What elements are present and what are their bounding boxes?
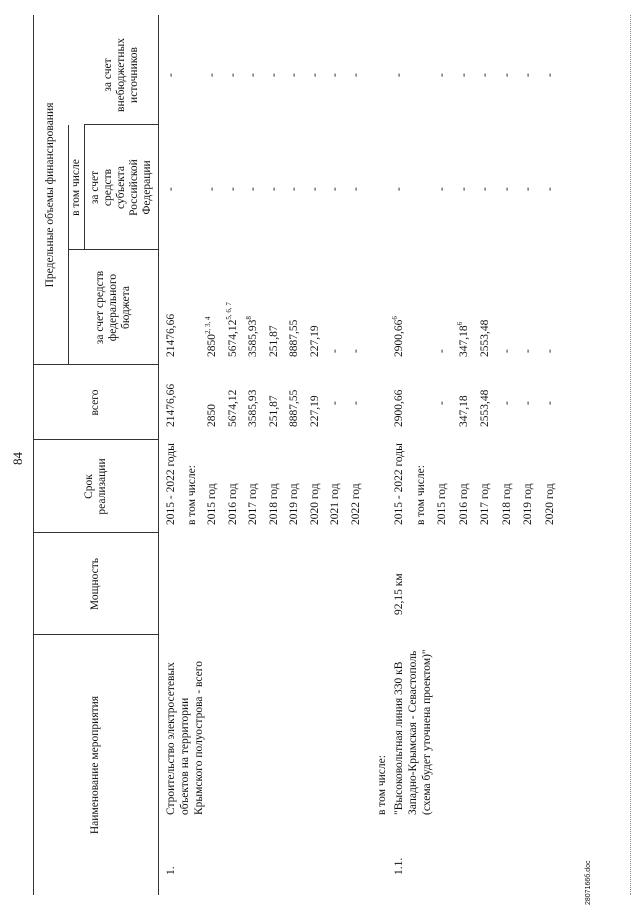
row11-regional: -: [436, 187, 448, 191]
row1-federal: -: [349, 349, 362, 353]
row11-federal: [457, 322, 471, 357]
row1-federal: 21476,66: [165, 313, 177, 357]
row11-extra: -: [457, 73, 470, 77]
row1-extra: -: [165, 73, 177, 77]
row1-federal: [246, 316, 260, 357]
row1-federal: 8887,55: [288, 319, 300, 357]
row1-federal: 227,19: [308, 325, 321, 357]
row1-total: -: [329, 401, 341, 405]
row11-total: 2900,66: [393, 389, 405, 427]
row1-federal-footnote: 5, 6, 7: [224, 302, 233, 320]
row1-extra: -: [226, 73, 239, 77]
row1-extra: -: [288, 73, 300, 77]
row11-federal-value: 347,18: [457, 325, 470, 357]
row11-federal: 2553,48: [479, 319, 491, 357]
row1-period: в том числе:: [185, 465, 198, 525]
row1-federal-footnote: 2, 3, 4: [204, 316, 212, 334]
row1-period: 2016 год: [226, 483, 239, 525]
header-financing: Предельные объемы финансирования: [44, 102, 56, 288]
row11-federal: -: [500, 349, 513, 353]
row1-federal-value: 3585,93: [247, 319, 259, 357]
header-name: Наименование мероприятия: [89, 695, 101, 835]
row11-regional: -: [500, 187, 513, 191]
row11-federal: [392, 316, 406, 357]
row11-extra: -: [522, 73, 534, 77]
row1-name-line-2: объектов на территории: [179, 697, 191, 815]
row1-total: 21476,66: [165, 383, 177, 427]
row11-extra: -: [543, 73, 556, 77]
header-federal: за счет средств федерального бюджета: [93, 270, 132, 345]
row11-regional: -: [457, 187, 470, 191]
row11-period: 2017 год: [479, 483, 491, 525]
row11-number: 1.1.: [393, 857, 405, 875]
row1-extra: -: [267, 73, 280, 77]
row1-total: 3585,93: [247, 389, 259, 427]
row11-federal: -: [436, 349, 448, 353]
row11-federal: -: [522, 349, 534, 353]
row1-period: 2017 год: [247, 483, 259, 525]
row1-total: 8887,55: [288, 389, 300, 427]
row1-period: 2018 год: [267, 483, 280, 525]
row11-period: 2015 год: [436, 483, 448, 525]
header-total: всего: [89, 389, 101, 416]
row1-federal: [226, 302, 240, 357]
row11-total: -: [543, 401, 556, 405]
header-bottom-line: [158, 15, 159, 895]
row11-regional: -: [543, 187, 556, 191]
row1-federal-value: 2850: [206, 334, 218, 357]
row1-extra: -: [247, 73, 259, 77]
row1-period: 2015 - 2022 годы: [165, 443, 177, 525]
row1-extra: -: [206, 73, 218, 77]
header-period: Срок реализации: [82, 458, 108, 515]
row11-federal: -: [543, 349, 556, 353]
row11-period: в том числе:: [414, 465, 427, 525]
row1-extra: -: [349, 73, 362, 77]
row1-total: 227,19: [308, 395, 321, 427]
row11-federal-value: 2900,66: [393, 319, 405, 357]
row1-federal-footnote: 8: [245, 316, 253, 320]
row1-period: 2019 год: [288, 483, 300, 525]
row1-federal-value: 5674,12: [226, 319, 239, 357]
row11-period: 2018 год: [500, 483, 513, 525]
footer-code: 2807166б.doc: [585, 860, 592, 905]
bottom-line: [630, 15, 631, 895]
row1-regional: -: [308, 187, 321, 191]
row11-total: -: [500, 401, 513, 405]
row11-extra: -: [500, 73, 513, 77]
row1-name-line-1: Строительство электросетевых: [165, 662, 177, 815]
row1-federal: -: [329, 349, 341, 353]
row1-period: 2015 год: [206, 483, 218, 525]
row1-total: 5674,12: [226, 389, 239, 427]
row1-total: 251,87: [267, 395, 280, 427]
row11-name-line-3: (схема будет уточнена проектом)": [421, 649, 433, 815]
row1-regional: -: [165, 187, 177, 191]
row11-period: 2019 год: [522, 483, 534, 525]
row11-regional: -: [393, 187, 405, 191]
row1-regional: -: [329, 187, 341, 191]
row11-total: 347,18: [457, 395, 470, 427]
row1-regional: -: [349, 187, 362, 191]
header-regional: за счет средств субъекта Российской Федерации: [88, 159, 153, 216]
row1-period: 2020 год: [308, 483, 321, 525]
row1-regional: -: [247, 187, 259, 191]
header-extra: за счет внебюджетных источников: [101, 38, 140, 112]
row1-extra: -: [329, 73, 341, 77]
row1-total: 2850: [206, 404, 218, 427]
row1-including-label: в том числе:: [376, 755, 388, 815]
row11-total: -: [522, 401, 534, 405]
row11-extra: -: [479, 73, 491, 77]
row1-period: 2021 год: [329, 483, 341, 525]
row1-number: 1.: [165, 866, 177, 875]
row1-regional: -: [206, 187, 218, 191]
header-power: Мощность: [89, 557, 101, 611]
row1-regional: -: [226, 187, 239, 191]
row1-federal: 251,87: [267, 325, 280, 357]
row11-regional: -: [522, 187, 534, 191]
row1-regional: -: [267, 187, 280, 191]
row1-regional: -: [288, 187, 300, 191]
row1-total: -: [349, 401, 362, 405]
row11-name-line-2: Западно-Крымская - Севастополь: [407, 650, 419, 815]
row11-regional: -: [479, 187, 491, 191]
row11-federal-footnote: 6: [455, 321, 464, 326]
row11-period: 2016 год: [457, 483, 470, 525]
row1-federal: [205, 317, 219, 358]
row11-extra: -: [436, 73, 448, 77]
row1-name-line-3: Крымского полуострова - всего: [193, 661, 205, 815]
row11-total: -: [436, 401, 448, 405]
row11-power: 92,15 км: [393, 573, 405, 615]
row11-name-line-1: "Высоковольтная линия 330 кВ: [393, 661, 405, 815]
row1-period: 2022 год: [349, 483, 362, 525]
row11-period: 2020 год: [543, 483, 556, 525]
header-including: в том числе: [69, 159, 82, 216]
page-number: 84: [10, 452, 25, 465]
row11-extra: -: [393, 73, 405, 77]
row11-federal-footnote: 6: [391, 316, 399, 320]
row11-period: 2015 - 2022 годы: [393, 443, 405, 525]
row11-total: 2553,48: [479, 389, 491, 427]
row1-extra: -: [308, 73, 321, 77]
